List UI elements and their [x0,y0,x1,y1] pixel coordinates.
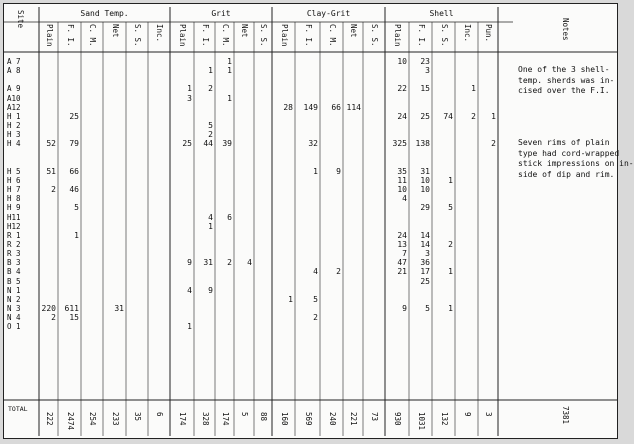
table-cell: 1 [208,221,213,231]
table-cell: 3 [187,93,192,103]
table-cell: 1 [208,66,213,76]
site-label: A 8 [7,66,21,76]
site-label: A 7 [7,57,21,66]
table-cell: 1 [313,166,318,176]
site-label: B 4 [7,267,21,277]
table-cell: 611 [64,304,79,314]
total-value: 240 [327,412,337,426]
table-cell: 14 [420,230,430,240]
table-cell: 15 [420,84,430,94]
table-cell: 2 [51,313,56,323]
table-cell: 25 [69,111,79,121]
total-value: 73 [370,412,379,422]
table-cell: 4 [247,258,252,268]
total-value: 221 [349,412,358,426]
table-cell: 1 [227,57,232,66]
table-cell: 25 [420,276,430,286]
table-cell: 24 [397,111,407,121]
table-cell: 1 [491,111,496,121]
table-cell: 52 [46,139,56,149]
site-label: B 5 [7,276,21,286]
site-header: Site [16,10,25,29]
total-value: 1031 [416,412,426,431]
group-label: Shell [429,9,454,18]
column-label: Pun. [484,24,493,43]
table-cell: 79 [69,139,79,149]
column-label: S. S. [259,24,268,47]
site-label: N 4 [7,313,21,323]
total-value: 88 [259,412,268,422]
site-label: N 3 [7,304,21,314]
table-cell: 149 [303,102,318,112]
total-value: 174 [220,412,230,426]
site-label: H 7 [7,185,21,195]
table-cell: 2 [491,139,496,149]
table-cell: 1 [448,304,453,314]
site-label: A10 [7,93,21,103]
site-label: R 3 [7,249,21,259]
table-cell: 1 [448,175,453,185]
table-cell: 44 [203,139,213,149]
table-cell: 5 [425,304,430,314]
table-cell: 14 [420,240,430,249]
site-label: H12 [7,221,21,231]
table-cell: 1 [288,294,293,304]
total-value: 254 [88,412,97,426]
table-cell: 31 [420,166,430,176]
table-cell: 11 [397,175,407,185]
column-label: F. I. [416,24,426,47]
table-cell: 24 [397,230,407,240]
table-cell: 9 [187,258,192,268]
table-cell: 3 [425,66,430,76]
table-cell: 1 [74,230,79,240]
table-cell: 23 [420,57,430,66]
total-value: 9 [462,412,472,417]
column-label: C. M. [88,24,97,47]
site-label: H 5 [7,166,21,176]
table-cell: 9 [208,285,213,295]
table-cell: 25 [182,139,192,149]
column-label: Net [240,24,249,38]
total-value: 2474 [65,412,75,431]
total-value: 5 [240,412,249,417]
column-label: Plain [178,24,187,47]
total-value: 3 [484,412,493,417]
table-cell: 7 [402,249,407,259]
table-cell: 325 [392,139,407,149]
note-text: Seven rims of plain type had cord-wrapped stick impressions on in- side of dip and rim. [518,138,634,179]
table-cell: 3 [425,249,430,259]
table-cell: 2 [227,258,232,268]
table-cell: 32 [308,139,318,149]
column-label: S. S. [370,24,379,47]
table-cell: 2 [471,111,476,121]
column-label: C. M. [327,24,337,47]
table-cell: 47 [397,258,407,268]
notes-header: Notes [561,18,570,41]
table-cell: 2 [313,313,318,323]
site-label: B 3 [7,258,21,268]
table-cell: 4 [402,194,407,204]
column-label: S. S. [439,24,449,47]
column-label: Plain [44,24,54,47]
site-label: A 9 [7,84,21,94]
table-cell: 2 [51,185,56,195]
total-value: 569 [303,412,313,426]
column-label: S. S. [133,24,142,47]
table-cell: 10 [420,175,430,185]
table-cell: 5 [208,121,213,131]
table-cell: 22 [397,84,407,94]
site-label: R 2 [7,240,21,249]
column-label: F. I. [303,24,313,47]
table-cell: 2 [208,84,213,94]
table-cell: 4 [313,267,318,277]
column-label: Plain [279,24,289,47]
site-label: O 1 [7,322,21,332]
table-cell: 2 [208,130,213,140]
site-label: H 4 [7,139,21,149]
table-cell: 9 [336,166,341,176]
total-value: 222 [44,412,54,426]
table-cell: 66 [331,102,341,112]
table-cell: 1 [448,267,453,277]
site-label: H 9 [7,203,21,213]
table-cell: 5 [74,203,79,213]
table-cell: 4 [208,212,213,222]
column-label: Net [349,24,358,38]
total-value: 160 [279,412,289,426]
table-cell: 46 [69,185,79,195]
site-label: N 2 [7,294,21,304]
column-label: Inc. [462,24,472,43]
total-value: 174 [178,412,187,426]
total-label: TOTAL [8,405,28,413]
column-label: F. I. [65,24,75,47]
table-cell: 36 [420,258,430,268]
table-cell: 1 [187,322,192,332]
column-label: Inc. [155,24,164,43]
site-label: N 1 [7,285,21,295]
table-cell: 1 [227,66,232,76]
table-cell: 1 [187,84,192,94]
total-value: 132 [439,412,449,426]
table-cell: 35 [397,166,407,176]
site-label: H 6 [7,175,21,185]
total-value: 233 [110,412,120,426]
table-cell: 138 [415,139,430,149]
table-cell: 39 [222,139,232,149]
site-label: R 1 [7,230,21,240]
table-cell: 9 [402,304,407,314]
table-cell: 25 [420,111,430,121]
site-label: H 8 [7,194,21,204]
table-cell: 4 [187,285,192,295]
total-value: 35 [133,412,142,422]
table-cell: 114 [346,102,361,112]
table-cell: 2 [448,240,453,249]
table-cell: 29 [420,203,430,213]
table-cell: 5 [448,203,453,213]
table-cell: 31 [203,258,213,268]
table-cell: 74 [443,111,453,121]
site-label: H11 [7,212,21,222]
column-label: C. M. [220,24,230,47]
site-label: A12 [7,102,21,112]
table-cell: 5 [313,294,318,304]
table-cell: 1 [471,84,476,94]
table-cell: 10 [397,57,407,66]
group-label: Grit [211,9,231,18]
table-cell: 13 [397,240,407,249]
table-cell: 28 [283,102,293,112]
site-label: H 2 [7,121,21,131]
table-cell: 15 [69,313,79,323]
site-label: H 3 [7,130,21,140]
note-text: One of the 3 shell- temp. sherds was in- cised over the F.I. [518,65,615,96]
table-cell: 17 [420,267,430,277]
ceramic-tally-sheet [3,3,634,439]
table-cell: 10 [420,185,430,195]
table-cell: 31 [114,304,124,314]
table-cell: 66 [69,166,79,176]
total-value: 930 [393,412,402,426]
table-cell: 1 [227,93,232,103]
table-cell: 2 [336,267,341,277]
table-cell: 220 [41,304,56,314]
total-value: 6 [155,412,164,417]
table-cell: 51 [46,166,56,176]
column-label: Net [110,24,120,38]
group-label: Clay-Grit [306,9,351,18]
table-cell: 21 [397,267,407,277]
table-cell: 6 [227,212,232,222]
column-label: F. I. [200,24,210,47]
grand-total: 7381 [561,406,570,425]
site-label: H 1 [7,111,21,121]
table-cell: 10 [397,185,407,195]
group-label: Sand Temp. [80,9,129,18]
column-label: Plain [393,24,402,47]
total-value: 328 [200,412,210,426]
